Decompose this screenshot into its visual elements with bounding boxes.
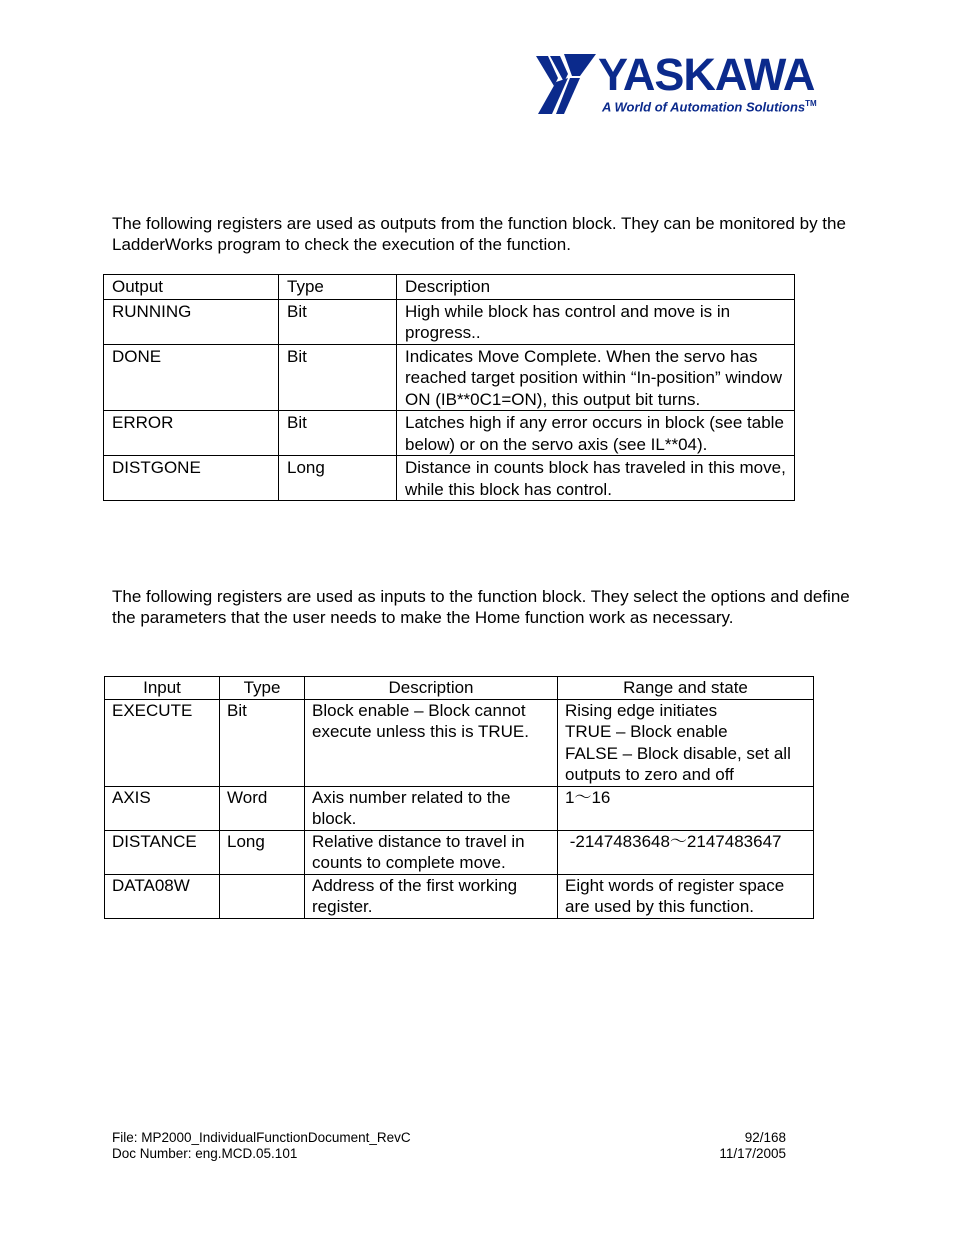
column-header-range: Range and state [558,677,814,700]
cell-range: Eight words of register space are used by this function. [558,874,814,918]
table-row [105,786,814,830]
table-row [105,830,814,874]
cell-type: Long [220,830,305,874]
column-header-output: Output [104,275,279,300]
yaskawa-logo [534,49,824,118]
footer-doc-number: Doc Number: eng.MCD.05.101 [112,1146,298,1161]
cell-type [220,874,305,918]
cell-type: Bit [279,411,397,456]
table-row [105,874,814,918]
cell-description: Address of the first working register. [305,874,558,918]
table-header-row [104,275,795,300]
cell-type: Bit [279,344,397,411]
table-row [104,299,795,344]
cell-type: Bit [279,299,397,344]
cell-type: Long [279,456,397,501]
cell-description: Block enable – Block cannot execute unless this is TRUE. [305,699,558,786]
table-row [105,699,814,786]
table-header-row [105,677,814,700]
cell-input: EXECUTE [105,699,220,786]
cell-range: -2147483648～2147483647 [558,830,814,874]
cell-type: Word [220,786,305,830]
cell-output: ERROR [104,411,279,456]
footer-right [650,1130,786,1162]
cell-input: DATA08W [105,874,220,918]
footer-date: 11/17/2005 [719,1146,786,1161]
cell-description: Indicates Move Complete. When the servo has reached target position within “In-position” window ON (IB**0C1=ON), this output bit turns. [397,344,795,411]
cell-description: Relative distance to travel in counts to complete move. [305,830,558,874]
table-row [104,456,795,501]
cell-output: RUNNING [104,299,279,344]
column-header-type: Type [279,275,397,300]
cell-type: Bit [220,699,305,786]
footer-left [112,1130,411,1162]
inputs-intro-paragraph: The following registers are used as inputs to the function block. They select the options and define the parameters that the user needs to make the Home function work as necessary. [112,587,850,627]
cell-description: Latches high if any error occurs in block (see table below) or on the servo axis (see IL**04). [397,411,795,456]
cell-output: DISTGONE [104,456,279,501]
cell-description: High while block has control and move is in progress.. [397,299,795,344]
cell-output: DONE [104,344,279,411]
cell-range: Rising edge initiates TRUE – Block enable FALSE – Block disable, set all outputs to zero and off [558,699,814,786]
cell-description: Distance in counts block has traveled in this move, while this block has control. [397,456,795,501]
trademark-symbol: TM [805,99,817,108]
cell-description: Axis number related to the block. [305,786,558,830]
cell-input: DISTANCE [105,830,220,874]
inputs-table [104,676,814,919]
cell-input: AXIS [105,786,220,830]
yaskawa-mark-icon [534,52,600,116]
cell-range: 1～16 [558,786,814,830]
page-number: 92/168 [744,1130,786,1145]
logo-wordmark: YASKAWA [598,49,815,100]
column-header-description: Description [305,677,558,700]
column-header-input: Input [105,677,220,700]
table-row [104,411,795,456]
outputs-intro-paragraph: The following registers are used as outputs from the function block. They can be monitored by the LadderWorks program to check the execution of the function. [112,214,846,254]
column-header-description: Description [397,275,795,300]
outputs-table [103,274,795,501]
column-header-type: Type [220,677,305,700]
table-row [104,344,795,411]
footer-file-name: File: MP2000_IndividualFunctionDocument_RevC [112,1130,411,1145]
logo-tagline: A World of Automation Solutions™ [602,99,817,115]
